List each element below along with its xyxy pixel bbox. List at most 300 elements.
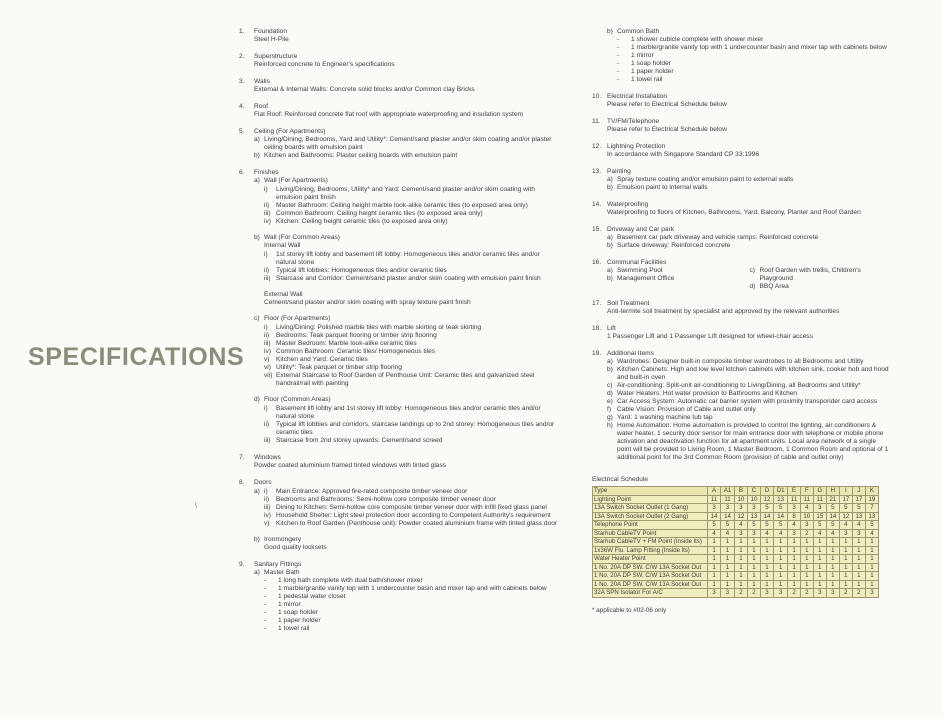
section-text: 1 Passenger Lift and 1 Passenger Lift designed for wheel-chair access <box>607 333 813 340</box>
table-cell: 1 <box>826 572 839 581</box>
sub-item <box>750 283 893 291</box>
section-number: 4. <box>239 103 245 110</box>
sub-title: Common Bath <box>617 28 660 35</box>
spec-section-windows <box>239 454 561 470</box>
table-cell: 1 <box>734 563 747 572</box>
spec-section <box>592 143 892 159</box>
external-wall-title: External Wall <box>264 291 303 298</box>
table-cell: 1 No. 20A DP SW. C/W 13A Socket Out <box>593 580 708 589</box>
section-text: Steel H-Pile <box>254 36 289 43</box>
table-cell: 1 <box>852 572 865 581</box>
item-numeral: i) <box>264 324 268 331</box>
table-header-cell: J <box>852 487 865 496</box>
spec-section <box>592 201 892 217</box>
list-item <box>264 186 561 202</box>
table-cell: 3 <box>852 529 865 538</box>
list-item <box>264 405 561 421</box>
section-text: Powder coated aluminium framed tinted windows with tinted glass <box>254 462 447 469</box>
table-cell: 12 <box>839 512 852 521</box>
sub-text: Water Heaters: Hot water provision to Bathrooms and Kitchen <box>617 390 798 397</box>
item-text: Typical lift lobbies: Homogeneous tiles and/or ceramic tiles <box>276 267 447 274</box>
table-cell: 4 <box>813 529 826 538</box>
wall-common <box>254 234 561 307</box>
margin-mark: \ <box>195 503 197 510</box>
table-cell: 1 <box>865 563 878 572</box>
item-text: Basement lift lobby and 1st storey lift lobby: Homogeneous tiles and/or ceramic tiles and/or natural stone <box>276 405 541 420</box>
sub-text: Emulsion paint to internal walls <box>617 184 708 191</box>
sub-letter: c) <box>607 382 613 389</box>
table-cell: 1 <box>813 572 826 581</box>
table-cell: 1 <box>865 580 878 589</box>
item-text: 1st storey lift lobby and basement lift lobby: Homogeneous tiles and/or ceramic tiles and/or natural stone <box>276 251 540 266</box>
table-cell: 3 <box>734 504 747 513</box>
section-title: Soil Treatment <box>607 300 650 307</box>
list-item <box>264 348 561 356</box>
spacer <box>254 388 561 396</box>
table-cell: 3 <box>774 589 788 598</box>
section-title: Additional Items <box>607 350 654 357</box>
list-item <box>264 496 561 504</box>
item-numeral: vii) <box>264 372 273 379</box>
table-cell: 1 <box>734 580 747 589</box>
table-header-cell: I <box>839 487 852 496</box>
item-text: Staircase from 2nd storey upwards: Cement/sand screed <box>276 437 443 444</box>
sub-text: Cable Vision: Provision of Cable and outlet only <box>617 406 756 413</box>
table-header-cell: E <box>788 487 800 496</box>
table-header-cell: C <box>747 487 760 496</box>
section-number: 19. <box>592 350 602 357</box>
item-numeral: ii) <box>264 332 270 339</box>
table-header-cell: B <box>734 487 747 496</box>
sub-letter: a) <box>254 488 260 495</box>
sub-title: Floor (Common Areas) <box>264 396 331 403</box>
sub-letter: f) <box>607 406 612 413</box>
list-item <box>264 340 561 348</box>
table-cell: 3 <box>747 529 760 538</box>
spacer <box>254 226 561 234</box>
floor-apartments <box>254 315 561 388</box>
spacer <box>264 283 561 291</box>
table-cell: 1 <box>721 572 735 581</box>
section-title: TV/FM/Telephone <box>607 118 660 125</box>
sub-letter: b) <box>607 366 613 373</box>
table-cell: 1 <box>760 572 773 581</box>
sub-item <box>607 358 892 366</box>
item-text: Kitchen to Roof Garden (Penthouse unit): Powder coated aluminium frame with tinted glass door <box>276 520 558 527</box>
table-cell: 13 <box>747 512 760 521</box>
table-cell: 17 <box>839 495 852 504</box>
section-text: Please refer to Electrical Schedule below <box>607 126 727 133</box>
table-cell: 4 <box>774 529 788 538</box>
table-cell: 5 <box>852 504 865 513</box>
spec-section-sanitary <box>239 561 561 633</box>
section-text: Please refer to Electrical Schedule below <box>607 101 727 108</box>
sub-letter: a) <box>254 177 260 184</box>
left-column <box>239 28 561 642</box>
list-item <box>264 504 561 512</box>
external-wall-text: Cement/sand plaster and/or skim coating with spray texture paint finish <box>264 299 471 306</box>
table-cell: 4 <box>839 521 852 530</box>
master-bath <box>254 569 561 633</box>
spec-section <box>592 325 892 341</box>
common-bath <box>592 28 892 84</box>
section-number: 1. <box>239 28 245 35</box>
facilities-column <box>607 267 750 291</box>
section-number: 15. <box>592 226 602 233</box>
table-cell: 3 <box>721 504 735 513</box>
section-number: 9. <box>239 561 245 568</box>
table-header-cell: D <box>760 487 773 496</box>
spec-section-facilities <box>592 259 892 291</box>
sub-text: Home Automation: Home automation is provided to control the lighting, air conditioners & water heater. 1 security door sensor for main entrance door with telephone or mobile phone activation and deactivation function for all apartment units. Local area network of a single point will be provided to Living Room, 1 Master Bedroom, 1 Common Room and optional of 1 additional point for the 3rd Common Room (provision of cable and outlet only) <box>617 422 889 461</box>
table-cell: 1 <box>774 555 788 564</box>
table-cell: 1 <box>708 538 721 547</box>
item-list <box>264 324 561 388</box>
table-cell: 1 <box>800 563 813 572</box>
section-title: Foundation <box>254 28 287 35</box>
sub-text: Car Access System: Automatic car barrier system with proximity transponder card access <box>617 398 878 405</box>
table-cell: 5 <box>721 521 735 530</box>
spec-section <box>592 300 892 316</box>
item-text: Common Bathroom: Ceiling height ceramic tiles (to exposed area only) <box>276 210 483 217</box>
table-cell: 3 <box>813 504 826 513</box>
table-header-cell: K <box>865 487 878 496</box>
table-cell: 1 <box>826 538 839 547</box>
sub-item <box>750 267 893 283</box>
section-title: Painting <box>607 168 631 175</box>
section-title: Waterproofing <box>607 201 649 208</box>
list-item <box>264 512 561 520</box>
table-cell: 1 <box>839 555 852 564</box>
list-item <box>264 251 561 267</box>
section-title: Doors <box>254 479 272 486</box>
table-cell: 1 No. 20A DP SW. C/W 13A Socket Out <box>593 563 708 572</box>
table-header-cell: H <box>826 487 839 496</box>
table-cell: 13 <box>852 512 865 521</box>
table-cell: 1 <box>800 546 813 555</box>
section-number: 2. <box>239 53 245 60</box>
wall-apartments <box>254 177 561 226</box>
item-numeral: i) <box>264 488 268 495</box>
table-cell: 1 <box>747 572 760 581</box>
table-header-cell: A1 <box>721 487 735 496</box>
sub-text: Spray texture coating and/or emulsion paint to external walls <box>617 176 794 183</box>
table-row <box>593 529 879 538</box>
item-numeral: i) <box>264 405 268 412</box>
table-cell: 5 <box>774 521 788 530</box>
item-text: Master Bathroom: Ceiling height marble look-alike ceramic tiles (to exposed area only) <box>276 202 528 209</box>
spacer <box>254 528 561 536</box>
item-numeral: ii) <box>264 267 270 274</box>
table-cell: 3 <box>760 589 773 598</box>
table-cell: 5 <box>826 504 839 513</box>
table-cell: 3 <box>826 589 839 598</box>
dash-item: - 1 marble/granite vanity top with 1 undercounter basin and mixer tap with cabinets below <box>617 44 892 52</box>
list-item <box>264 202 561 210</box>
section-title: Finishes <box>254 169 279 176</box>
spec-section-finishes <box>239 169 561 445</box>
sub-title: Ironmongery <box>264 536 302 543</box>
table-cell: 1 <box>734 538 747 547</box>
spec-section <box>239 128 561 160</box>
sub-text: Roof Garden with trellis, Children's Playground <box>759 267 861 282</box>
table-cell: 4 <box>826 529 839 538</box>
table-cell: 1 <box>721 580 735 589</box>
sub-title: Wall (For Apartments) <box>264 177 328 184</box>
sub-text: Wardrobes: Designer built-in composite timber wardrobes to all Bedrooms and Utility <box>617 358 864 365</box>
list-item <box>264 210 561 218</box>
table-cell: 4 <box>865 529 878 538</box>
item-text: Bedrooms and Bathrooms: Semi-hollow core composite timber veneer door <box>276 496 496 503</box>
table-cell: Lighting Point <box>593 495 708 504</box>
table-header-cell: A <box>708 487 721 496</box>
sub-item <box>607 406 892 414</box>
section-text: Waterproofing to floors of Kitchen, Bathrooms, Yard, Balcony, Planter and Roof Garden <box>607 209 861 216</box>
table-cell: 3 <box>721 589 735 598</box>
section-title: Lift <box>607 325 616 332</box>
dash-item: - 1 soap holder <box>617 60 892 68</box>
sub-letter: b) <box>607 28 613 35</box>
section-title: Driveway and Car park <box>607 226 675 233</box>
section-title: Roof <box>254 103 268 110</box>
item-text: Kitchen and Yard: Ceramic tiles <box>276 356 368 363</box>
spec-section <box>592 168 892 192</box>
section-number: 3. <box>239 78 245 85</box>
item-list <box>264 186 561 226</box>
section-text: Anti-termite soil treatment by specialist and approved by the relevant authorities <box>607 308 840 315</box>
table-cell: 5 <box>760 521 773 530</box>
table-cell: 5 <box>865 521 878 530</box>
section-number: 5. <box>239 128 245 135</box>
table-cell: 1 <box>721 546 735 555</box>
table-cell: 1 <box>813 580 826 589</box>
item-numeral: iv) <box>264 512 271 519</box>
table-cell: 1 <box>708 572 721 581</box>
table-cell: 1 <box>865 546 878 555</box>
section-number: 11. <box>592 118 601 125</box>
sub-letter: b) <box>254 536 260 543</box>
item-numeral: v) <box>264 520 270 527</box>
table-cell: 1 <box>774 546 788 555</box>
table-cell: 13A Switch Socket Outlet (1 Gang) <box>593 504 708 513</box>
table-cell: 1 <box>774 563 788 572</box>
table-cell: 12 <box>760 495 773 504</box>
table-cell: 3 <box>788 504 800 513</box>
item-numeral: ii) <box>264 496 270 503</box>
table-cell: 1 <box>813 563 826 572</box>
item-numeral: vi) <box>264 364 271 371</box>
item-list <box>264 251 561 283</box>
table-cell: 1 <box>852 538 865 547</box>
item-numeral: iii) <box>264 275 271 282</box>
table-cell: 1 <box>734 546 747 555</box>
sub-letter: b) <box>607 242 613 249</box>
item-numeral: iv) <box>264 348 271 355</box>
section-number: 14. <box>592 201 602 208</box>
table-cell: 1 <box>839 538 852 547</box>
table-cell: 14 <box>760 512 773 521</box>
table-cell: 1 <box>747 555 760 564</box>
dash-item: - 1 mirror <box>264 601 561 609</box>
sub-item <box>607 422 892 462</box>
spec-section <box>592 118 892 134</box>
table-cell: 1 <box>774 572 788 581</box>
sub-item <box>607 176 892 184</box>
table-cell: 1 No. 20A DP SW. C/W 13A Socket Out <box>593 572 708 581</box>
dash-item: - 1 towel rail <box>617 76 892 84</box>
table-cell: 1 <box>800 580 813 589</box>
sub-text: Kitchen and Bathrooms: Plaster ceiling boards with emulsion paint <box>264 152 458 159</box>
table-row <box>593 504 879 513</box>
table-cell: 11 <box>813 495 826 504</box>
item-text: Living/Dining: Polished marble tiles with marble skirting or teak skirting <box>276 324 482 331</box>
dash-item: - 1 pedestal water closet <box>264 593 561 601</box>
item-text: Master Bedroom: Marble look-alike ceramic tiles <box>276 340 417 347</box>
table-cell: 1 <box>839 563 852 572</box>
sub-letter: d) <box>607 390 613 397</box>
table-cell: 4 <box>852 521 865 530</box>
list-item <box>264 267 561 275</box>
table-cell: 2 <box>852 589 865 598</box>
table-row <box>593 589 879 598</box>
table-cell: 1 <box>852 555 865 564</box>
table-cell: 1 <box>760 580 773 589</box>
list-item <box>264 421 561 437</box>
right-column <box>592 28 892 615</box>
table-header-cell: G <box>813 487 826 496</box>
item-numeral: v) <box>264 356 270 363</box>
table-cell: 3 <box>865 589 878 598</box>
sub-letter: c) <box>749 267 755 274</box>
list-item <box>264 372 561 388</box>
list-item <box>264 275 561 283</box>
table-cell: 4 <box>760 529 773 538</box>
item-numeral: iii) <box>264 504 271 511</box>
table-cell: 13 <box>865 512 878 521</box>
sub-text: Surface driveway: Reinforced concrete <box>617 242 731 249</box>
table-cell: 1 <box>760 555 773 564</box>
spec-section-additional <box>592 350 892 462</box>
section-title: Sanitary Fittings <box>254 561 302 568</box>
table-cell: 14 <box>826 512 839 521</box>
table-cell: 4 <box>788 521 800 530</box>
list-item <box>264 488 561 496</box>
item-text: Dining to Kitchen: Semi-hollow core composite timber veneer door with infill fixed glass panel <box>276 504 547 511</box>
section-text: External & Internal Walls: Concrete solid blocks and/or Common clay Bricks <box>254 86 475 93</box>
sub-letter: g) <box>607 414 613 421</box>
table-cell: 1 <box>788 572 800 581</box>
table-cell: 1 <box>747 546 760 555</box>
table-cell: 1 <box>788 563 800 572</box>
section-number: 18. <box>592 325 602 332</box>
table-cell: 8 <box>788 512 800 521</box>
doors-list <box>254 488 561 528</box>
table-cell: 13 <box>774 495 788 504</box>
item-text: External Staircase to Roof Garden of Penthouse Unit: Ceramic tiles and galvanized steel handrail/rail with painting <box>276 372 535 387</box>
table-cell: 1 <box>760 563 773 572</box>
dash-item: - 1 marble/granite vanity top with 1 undercounter basin and mixer tap and with cabinets below <box>264 585 561 593</box>
item-list <box>264 405 561 445</box>
table-cell: 11 <box>788 495 800 504</box>
table-cell: 3 <box>708 504 721 513</box>
sub-item <box>607 234 892 242</box>
table-row <box>593 521 879 530</box>
list-item <box>264 218 561 226</box>
section-number: 10. <box>592 93 602 100</box>
table-cell: 1 <box>774 538 788 547</box>
spec-section <box>239 53 561 69</box>
table-header-cell: F <box>800 487 813 496</box>
item-text: Main Entrance: Approved fire-rated composite timber veneer door <box>276 488 468 495</box>
table-cell: 1 <box>788 580 800 589</box>
table-cell: 1 <box>734 555 747 564</box>
table-cell: 1 <box>839 572 852 581</box>
sub-text: Yard: 1 washing machine tub tap <box>617 414 713 421</box>
table-cell: 1 <box>708 580 721 589</box>
sub-letter: d) <box>749 283 756 290</box>
table-cell: 1 <box>747 538 760 547</box>
spec-section-doors <box>239 479 561 552</box>
item-text: Kitchen: Ceiling height ceramic tiles (to exposed area only) <box>276 218 448 225</box>
table-row <box>593 512 879 521</box>
list-item <box>264 364 561 372</box>
item-numeral: i) <box>264 186 268 193</box>
table-cell: 1 <box>839 546 852 555</box>
schedule-note: * applicable to #02-06 only <box>592 606 667 614</box>
table-cell: 2 <box>747 589 760 598</box>
table-row <box>593 538 879 547</box>
table-cell: 4 <box>800 504 813 513</box>
sub-item <box>607 242 892 250</box>
table-cell: 1 <box>708 555 721 564</box>
table-cell: 11 <box>708 495 721 504</box>
electrical-schedule-table <box>592 486 879 598</box>
common-bath-block <box>607 28 892 84</box>
spec-section <box>592 93 892 109</box>
table-row <box>593 555 879 564</box>
sub-letter: b) <box>607 275 613 282</box>
sub-letter: c) <box>254 315 260 322</box>
sub-item <box>607 382 892 390</box>
sub-item <box>254 152 561 160</box>
dash-item: - 1 long bath complete with dual bath/shower mixer <box>264 577 561 585</box>
sub-item <box>607 390 892 398</box>
table-cell: 19 <box>865 495 878 504</box>
table-cell: 1 <box>774 580 788 589</box>
sub-title: Floor (For Apartments) <box>264 315 331 322</box>
table-cell: 21 <box>826 495 839 504</box>
table-cell: 5 <box>774 504 788 513</box>
section-number: 8. <box>239 479 245 486</box>
sub-title: Wall (For Common Areas) <box>264 234 340 241</box>
sub-letter: b) <box>254 234 260 241</box>
table-cell: 3 <box>800 521 813 530</box>
item-numeral: ii) <box>264 421 270 428</box>
table-cell: 2 <box>839 589 852 598</box>
table-row <box>593 572 879 581</box>
list-item <box>264 356 561 364</box>
table-cell: 10 <box>747 495 760 504</box>
table-cell: 4 <box>708 529 721 538</box>
item-numeral: iii) <box>264 437 271 444</box>
sub-letter: a) <box>607 267 613 274</box>
table-cell: 1 <box>788 538 800 547</box>
table-cell: 11 <box>721 495 735 504</box>
table-cell: 3 <box>813 589 826 598</box>
table-row <box>593 495 879 504</box>
list-item <box>264 324 561 332</box>
dash-item: - 1 paper holder <box>264 617 561 625</box>
